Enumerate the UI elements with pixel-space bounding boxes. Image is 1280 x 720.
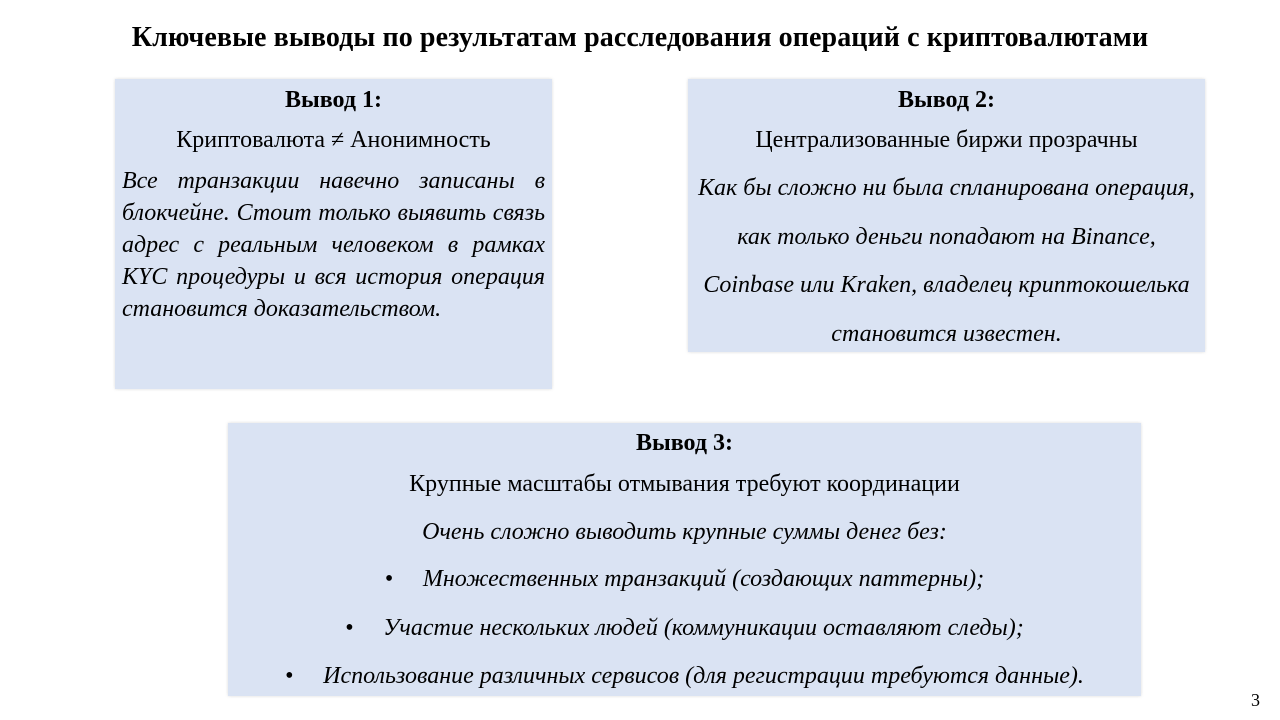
conclusion-2-heading: Вывод 2: bbox=[898, 87, 995, 113]
conclusion-3-bullet-list bbox=[228, 564, 1141, 710]
bullet-icon: • bbox=[384, 566, 394, 592]
bullet-text: Множественных транзакций (создающих паттерны); bbox=[422, 566, 985, 592]
conclusion-1-subtitle: Криптовалюта ≠ Анонимность bbox=[176, 127, 491, 153]
conclusion-3-box bbox=[228, 423, 1141, 696]
conclusion-3-subtitle: Крупные масштабы отмывания требуют координации bbox=[409, 471, 960, 497]
conclusion-3-heading: Вывод 3: bbox=[636, 430, 733, 456]
bullet-icon: • bbox=[345, 614, 354, 641]
conclusion-3-intro: Очень сложно выводить крупные суммы денег без: bbox=[422, 519, 947, 545]
conclusion-1-heading: Вывод 1: bbox=[285, 87, 382, 113]
bullet-text: Участие нескольких людей (коммуникации оставляют следы); bbox=[383, 614, 1024, 641]
bullet-item bbox=[228, 564, 1141, 613]
bullet-item bbox=[228, 613, 1141, 662]
slide-title: Ключевые выводы по результатам расследования операций с криптовалютами bbox=[131, 22, 1149, 53]
page-number: 3 bbox=[1251, 690, 1260, 710]
conclusion-2-box bbox=[688, 79, 1205, 352]
bullet-item bbox=[228, 661, 1141, 710]
bullet-text: Использование различных сервисов (для регистрации требуются данные). bbox=[323, 663, 1084, 689]
conclusion-1-text: Все транзакции навечно записаны в блокчейне. Стоит только выявить связь адрес с реальным человеком в рамках KYC процедуры и вся история операция становится доказательством. bbox=[122, 168, 545, 322]
conclusion-1-box bbox=[115, 79, 552, 389]
conclusion-2-text: Как бы сложно ни была спланирована операция, как только деньги попадают на Binance, Coinbase или Kraken, владелец криптокошелька становится известен. bbox=[698, 175, 1195, 347]
conclusion-2-subtitle: Централизованные биржи прозрачны bbox=[755, 127, 1138, 153]
bullet-icon: • bbox=[285, 663, 294, 689]
